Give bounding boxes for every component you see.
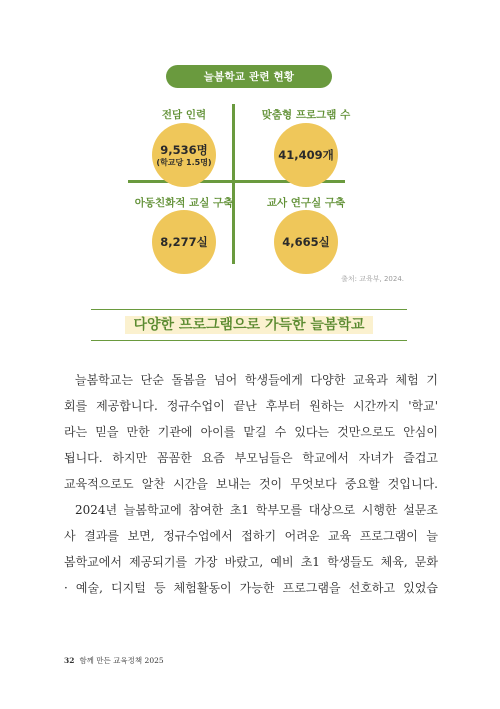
section-title: 다양한 프로그램으로 가득한 늘봄학교	[125, 316, 372, 334]
stat-circle-teacher-rooms	[274, 210, 338, 274]
stat-circle-classrooms	[152, 210, 216, 274]
quadrant-divider-vertical	[232, 104, 235, 264]
paragraph-line: 라는 믿을 만한 기관에 아이를 맡길 수 있다는 것만으로도 안심이	[64, 425, 438, 439]
stat-circle-programs	[274, 123, 338, 187]
infographic-title-banner	[166, 65, 332, 88]
body-paragraph-2	[64, 497, 438, 601]
paragraph-line: 회를 제공합니다. 정규수업이 끝난 후부터 원하는 시간까지 '학교'	[64, 399, 438, 413]
paragraph-line: 2024년 늘봄학교에 참여한 초1 학부모를 대상으로 시행한 설문조	[75, 503, 438, 517]
paragraph-line: 됩니다. 하지만 꼼꼼한 요즘 부모님들은 학교에서 자녀가 즐겁고	[64, 451, 438, 465]
stat-value-teacher-rooms: 4,665실	[282, 235, 330, 249]
stat-value-classrooms: 8,277실	[160, 235, 208, 249]
quadrant-label-programs: 맞춤형 프로그램 수	[261, 109, 351, 121]
body-paragraph-1	[64, 367, 438, 497]
quadrant-label-teacher-rooms: 교사 연구실 구축	[266, 197, 346, 209]
quadrant-label-classrooms: 아동친화적 교실 구축	[134, 197, 234, 209]
paragraph-line: 봄학교에서 제공되기를 가장 바랐고, 예비 초1 학생들도 체육, 문화	[64, 555, 438, 569]
page-footer	[64, 655, 164, 666]
section-heading	[91, 309, 407, 341]
stat-value-staff: 9,536명	[160, 142, 208, 157]
stat-sub-staff: (학교당 1.5명)	[156, 157, 212, 167]
stat-value-programs: 41,409개	[278, 148, 334, 162]
stat-circle-staff	[152, 123, 216, 187]
paragraph-line: 늘봄학교는 단순 돌봄을 넘어 학생들에게 다양한 교육과 체험 기	[75, 373, 438, 387]
paragraph-line: · 예술, 디지털 등 체험활동이 가능한 프로그램을 선호하고 있었습	[64, 581, 438, 595]
quadrant-label-staff: 전담 인력	[161, 109, 207, 121]
paragraph-line: 사 결과를 보면, 정규수업에서 접하기 어려운 교육 프로그램이 늘	[64, 529, 438, 543]
infographic-title: 늘봄학교 관련 현황	[203, 71, 295, 83]
paragraph-line: 교육적으로도 알찬 시간을 보내는 것이 무엇보다 중요할 것입니다.	[64, 477, 438, 491]
page-number: 32	[64, 656, 75, 665]
infographic-source: 출처: 교육부, 2024.	[341, 275, 404, 283]
book-title: 함께 만든 교육정책 2025	[79, 656, 164, 665]
